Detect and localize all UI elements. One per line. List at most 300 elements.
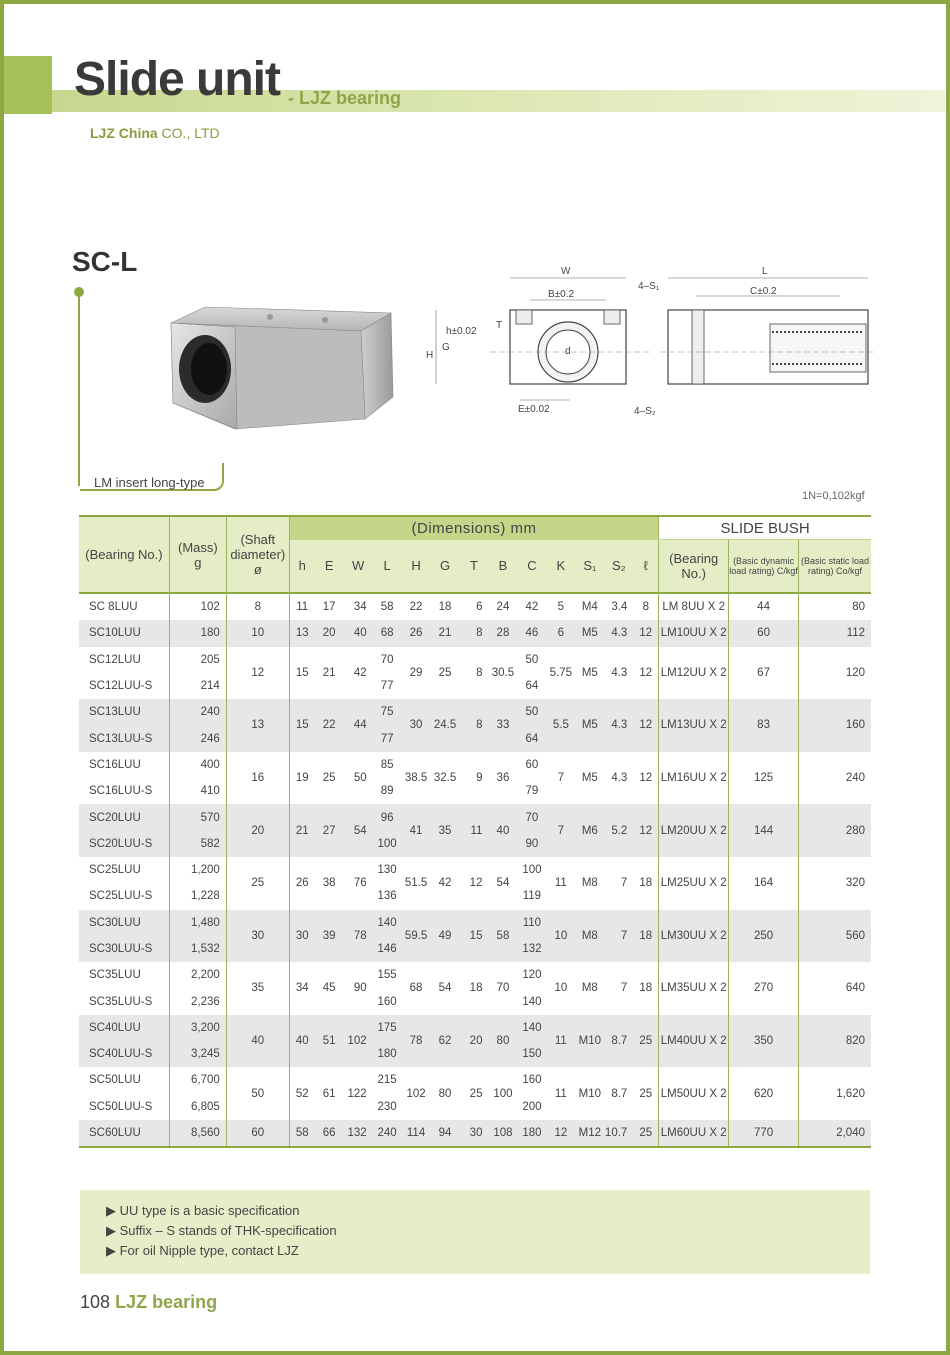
dim-W-label: W [561,266,571,277]
cell-h: 19 [289,752,314,805]
cell-h: 34 [289,962,314,1015]
cell-H: 29 [409,666,423,679]
table-row [79,593,871,620]
cell-S2: 4.3 [604,699,633,752]
cell-W: 42 [353,666,367,679]
cell-dynamic-load: 620 [729,1067,799,1120]
cell-W: 44 [344,699,373,752]
cell-B: 24 [496,601,510,614]
cell-C: 42 [525,601,539,614]
cell-T: 20 [460,1015,489,1068]
cell-l: 12 [633,620,658,646]
cell-shaft: 10 [226,620,289,646]
table-row [79,1015,871,1041]
cell-bush-no: LM25UU X 2 [659,857,729,910]
cell-T: 11 [460,804,489,857]
cell-S2: 7 [620,877,628,890]
cell-C: 180 [517,1120,546,1147]
cell-C: 60 [525,758,539,771]
dim-S2-label: 4–S₂ [634,406,656,417]
col-shaft-label: (Shaft diameter) [230,532,286,562]
cell-E: 27 [315,804,344,857]
spec-table [79,515,871,1148]
cell-l: 18 [639,982,653,995]
cell-shaft: 40 [226,1015,289,1068]
cell-L: 85 [380,758,394,771]
cell-mass: 1,228 [169,883,226,909]
col-dim-header: K [546,540,575,594]
cell-C: 79 [525,785,539,798]
cell-bearing-no: SC30LUU-S [79,936,169,962]
dim-C-label: C±0.2 [750,286,777,297]
dim-H-label: H [426,350,434,361]
cell-mass: 570 [169,804,226,830]
cell-static-load: 820 [799,1015,872,1068]
cell-T: 8 [460,620,489,646]
cell-mass: 1,532 [169,936,226,962]
table-row [79,804,871,830]
cell-B: 28 [488,620,517,646]
col-mass-unit: g [194,554,202,570]
col-static-load: (Basic static load rating) Co/kgf [799,540,872,594]
cell-H: 51.5 [404,877,428,890]
cell-static-load: 640 [799,962,872,1015]
cell-S2: 8.7 [604,1015,633,1068]
cell-shaft: 60 [226,1120,289,1147]
cell-K: 5.5 [546,699,575,752]
cell-H: 114 [402,1120,431,1147]
cell-T: 6 [476,601,483,614]
cell-l: 12 [639,772,653,785]
cell-S1: M5 [581,772,598,785]
cell-E: 21 [322,666,336,679]
cell-static-load: 2,040 [799,1120,872,1147]
cell-L: 180 [373,1041,402,1067]
col-dim-header: L [373,540,402,594]
unit-conversion-note: 1N=0,102kgf [802,490,865,502]
cell-G: 25 [438,666,452,679]
cell-W: 102 [344,1015,373,1068]
cell-bush-no: LM50UU X 2 [659,1067,729,1120]
cell-K: 10 [546,910,575,963]
cell-mass: 102 [169,593,226,620]
cell-T: 8 [460,699,489,752]
cell-h: 52 [289,1067,314,1120]
cell-bearing-no: SC35LUU-S [89,995,153,1008]
cell-B: 30.5 [491,666,515,679]
cell-mass: 400 [169,752,226,778]
cell-l: 12 [633,699,658,752]
col-mass-label: (Mass) [177,539,218,555]
cell-bush-no: LM13UU X 2 [659,699,729,752]
cell-H: 78 [402,1015,431,1068]
cell-bearing-no: SC16LUU [89,758,141,771]
cell-K: 7 [546,804,575,857]
dim-S1-label: 4–S₁ [638,281,660,292]
col-mass [169,516,226,593]
table-row [79,752,871,778]
table-row [79,910,871,936]
cell-G: 80 [438,1087,452,1100]
col-dim-header: S₂ [604,540,633,594]
cell-K: 7 [557,772,565,785]
cell-L: 240 [373,1120,402,1147]
cell-L: 230 [377,1100,397,1113]
cell-bearing-no: SC25LUU [89,864,141,877]
cell-S1: M10 [578,1087,602,1100]
cell-l: 12 [639,666,653,679]
cell-G: 21 [431,620,460,646]
cell-bearing-no: SC20LUU-S [79,831,169,857]
dim-T-label: T [496,320,503,331]
cell-L: 100 [373,831,402,857]
table-row [79,962,871,988]
cell-shaft: 8 [226,593,289,620]
cell-H: 102 [406,1087,426,1100]
col-dim-header: T [460,540,489,594]
cell-mass: 1,200 [169,857,226,883]
col-dim-header: B [488,540,517,594]
dim-L-label: L [762,266,768,277]
cell-bearing-no: SC10LUU [79,620,169,646]
cell-C: 119 [522,890,542,903]
cell-h: 26 [289,857,314,910]
cell-S2: 10.7 [604,1120,633,1147]
cell-L: 58 [380,601,394,614]
cell-shaft: 35 [226,962,289,1015]
cell-l: 18 [633,910,658,963]
cell-mass: 214 [169,673,226,699]
cell-H: 68 [409,982,423,995]
cell-static-load: 320 [799,857,872,910]
page-number: 108 [80,1292,111,1312]
cell-S2: 3.4 [611,601,628,614]
col-dim-header: G [431,540,460,594]
cell-W: 76 [353,877,367,890]
cell-S2: 4.3 [611,666,628,679]
cell-E: 66 [315,1120,344,1147]
cell-shaft: 25 [226,857,289,910]
cell-S1: M6 [575,804,604,857]
cell-shaft: 12 [226,647,289,700]
col-dim-header: S₁ [575,540,604,594]
cell-G: 24.5 [431,699,460,752]
cell-S2: 4.3 [611,772,628,785]
cell-bush-no: LM12UU X 2 [659,647,729,700]
cell-static-load: 120 [799,647,872,700]
cell-dynamic-load: 44 [729,593,799,620]
cell-W: 54 [344,804,373,857]
cell-G: 54 [438,982,452,995]
col-dim-header: C [517,540,546,594]
cell-S1: M5 [575,620,604,646]
cell-bearing-no: SC35LUU [89,969,141,982]
cell-h: 40 [289,1015,314,1068]
cell-S2: 7 [620,982,628,995]
cell-B: 58 [488,910,517,963]
cell-B: 80 [488,1015,517,1068]
note-item: ▶ UU type is a basic specification [106,1203,300,1218]
dim-d-label: d [565,346,571,357]
cell-L: 77 [373,725,402,751]
note-item: ▶ Suffix – S stands of THK-specification [106,1223,337,1238]
footer-brand: LJZ bearing [115,1292,218,1312]
cell-static-load: 240 [799,752,872,805]
table-row [79,620,871,646]
cell-mass: 246 [169,725,226,751]
cell-static-load: 1,620 [799,1067,872,1120]
cell-W: 40 [344,620,373,646]
cell-W: 132 [344,1120,373,1147]
page-title: Slide unit [74,53,280,106]
cell-S1: M8 [581,877,598,890]
cell-H: 22 [409,601,423,614]
cell-l: 18 [639,877,653,890]
cell-K: 5.75 [549,666,573,679]
cell-mass: 6,805 [169,1094,226,1120]
cell-dynamic-load: 125 [729,752,799,805]
cell-C: 100 [522,864,542,877]
cell-W: 90 [353,982,367,995]
cell-C: 46 [517,620,546,646]
notes-box [80,1190,870,1274]
cell-mass: 2,236 [169,988,226,1014]
col-dim-header: h [289,540,314,594]
cell-mass: 180 [169,620,226,646]
note-item: ▶ For oil Nipple type, contact LJZ [106,1243,299,1258]
cell-bearing-no: SC60LUU [79,1120,169,1147]
cell-H: 59.5 [402,910,431,963]
cell-l: 8 [642,601,649,614]
cell-B: 54 [496,877,510,890]
cell-dynamic-load: 270 [729,962,799,1015]
cell-E: 20 [315,620,344,646]
table-row [79,699,871,725]
cell-bush-no: LM60UU X 2 [659,1120,729,1147]
col-dim-header: ℓ [633,540,658,594]
cell-C: 70 [517,804,546,830]
cell-L: 175 [373,1015,402,1041]
header-accent-block [4,56,52,114]
cell-L: 136 [377,890,397,903]
col-shaft [226,516,289,593]
cell-L: 215 [377,1074,397,1087]
dim-h-label: h±0.02 [446,326,477,337]
table-row [79,647,871,673]
cell-C: 50 [525,653,539,666]
col-dim-header: E [315,540,344,594]
cell-bearing-no: SC12LUU-S [89,680,153,693]
cell-bush-no: LM40UU X 2 [659,1015,729,1068]
cell-B: 33 [488,699,517,752]
cell-mass: 3,245 [169,1041,226,1067]
cell-bush-no: LM20UU X 2 [659,804,729,857]
cell-L: 96 [373,804,402,830]
cell-T: 8 [476,666,483,679]
cell-bearing-no: SC12LUU [89,653,141,666]
footer [80,1292,217,1313]
cell-H: 38.5 [404,772,428,785]
cell-K: 5 [557,601,565,614]
cell-static-load: 280 [799,804,872,857]
cell-K: 11 [546,1015,575,1068]
bullet-line [78,296,80,486]
col-dynamic-load: (Basic dynamic load rating) C/kgf [729,540,799,594]
cell-G: 94 [431,1120,460,1147]
cell-T: 12 [469,877,483,890]
cell-G: 62 [431,1015,460,1068]
cell-C: 132 [517,936,546,962]
cell-L: 146 [373,936,402,962]
cell-E: 45 [322,982,336,995]
cell-G: 18 [438,601,452,614]
col-dim-header: H [402,540,431,594]
cell-bearing-no: SC50LUU [89,1074,141,1087]
cell-dynamic-load: 83 [729,699,799,752]
cell-H: 26 [402,620,431,646]
technical-drawing [420,262,880,422]
company-name [90,125,220,141]
cell-mass: 6,700 [169,1067,226,1093]
cell-static-load: 80 [799,593,872,620]
cell-B: 40 [488,804,517,857]
cell-dynamic-load: 60 [729,620,799,646]
cell-mass: 240 [169,699,226,725]
cell-bearing-no: SC16LUU-S [89,785,153,798]
cell-h: 21 [289,804,314,857]
cell-K: 11 [554,877,567,890]
cell-S1: M4 [581,601,598,614]
cell-W: 78 [344,910,373,963]
cell-S2: 7 [604,910,633,963]
cell-bush-no: LM10UU X 2 [659,620,729,646]
cell-dynamic-load: 164 [729,857,799,910]
col-dim-header: W [344,540,373,594]
cell-S1: M5 [581,666,598,679]
cell-h: 15 [289,699,314,752]
table-row [79,857,871,883]
cell-B: 36 [496,772,510,785]
cell-bush-no: LM16UU X 2 [659,752,729,805]
cell-S2: 8.7 [611,1087,628,1100]
dim-E-label: E±0.02 [518,404,550,415]
cell-K: 12 [546,1120,575,1147]
cell-bearing-no: SC13LUU-S [79,725,169,751]
cell-shaft: 16 [226,752,289,805]
col-bearing-no: (Bearing No.) [79,516,169,593]
cell-dynamic-load: 67 [729,647,799,700]
cell-L: 77 [380,680,394,693]
cell-K: 6 [546,620,575,646]
cell-L: 140 [373,910,402,936]
cell-dynamic-load: 350 [729,1015,799,1068]
cell-bearing-no: SC40LUU-S [79,1041,169,1067]
cell-E: 17 [322,601,336,614]
col-shaft-sym: ø [253,562,262,577]
cell-static-load: 160 [799,699,872,752]
cell-bush-no: LM35UU X 2 [659,962,729,1015]
cell-mass: 2,200 [169,962,226,988]
cell-K: 10 [554,982,568,995]
cell-L: 75 [373,699,402,725]
cell-S1: M5 [575,699,604,752]
page-subtitle: - LJZ bearing [288,88,402,108]
cell-bearing-no: SC25LUU-S [89,890,153,903]
cell-shaft: 20 [226,804,289,857]
cell-static-load: 560 [799,910,872,963]
cell-S1: M10 [575,1015,604,1068]
cell-bearing-no: SC13LUU [79,699,169,725]
cell-h: 11 [289,593,314,620]
cell-mass: 8,560 [169,1120,226,1147]
cell-C: 150 [517,1041,546,1067]
cell-bearing-no: SC50LUU-S [89,1100,153,1113]
cell-W: 34 [353,601,367,614]
cell-E: 51 [315,1015,344,1068]
cell-shaft: 30 [226,910,289,963]
cell-E: 22 [315,699,344,752]
dim-G-label: G [442,342,450,353]
table-row [79,1120,871,1147]
cell-L: 155 [377,969,397,982]
cell-C: 90 [517,831,546,857]
cell-T: 18 [469,982,483,995]
col-dimensions: (Dimensions) mm [289,516,658,540]
cell-bearing-no: SC40LUU [79,1015,169,1041]
cell-W: 122 [347,1087,367,1100]
cell-h: 58 [289,1120,314,1147]
cell-bush-no: LM30UU X 2 [659,910,729,963]
cell-L: 160 [377,995,397,1008]
cell-S2: 5.2 [604,804,633,857]
cell-bush-no: LM 8UU X 2 [659,593,729,620]
dim-B-label: B±0.2 [548,289,575,300]
cell-l: 25 [633,1120,658,1147]
cell-h: 15 [289,647,314,700]
cell-B: 70 [496,982,510,995]
cell-E: 38 [322,877,336,890]
cell-h: 13 [289,620,314,646]
cell-dynamic-load: 250 [729,910,799,963]
cell-C: 110 [517,910,546,936]
cell-mass: 1,480 [169,910,226,936]
cell-C: 64 [517,725,546,751]
cell-S1: M8 [581,982,598,995]
cell-G: 49 [431,910,460,963]
cell-l: 12 [633,804,658,857]
cell-mass: 582 [169,831,226,857]
cell-B: 100 [493,1087,513,1100]
company-name-rest: CO., LTD [157,125,220,141]
cell-static-load: 112 [799,620,872,646]
company-name-bold: LJZ China [90,125,158,141]
cell-H: 30 [402,699,431,752]
col-bush-no: (Bearing No.) [659,540,729,594]
cell-G: 35 [431,804,460,857]
cell-S1: M8 [575,910,604,963]
cell-T: 9 [476,772,483,785]
cell-dynamic-load: 144 [729,804,799,857]
cell-mass: 3,200 [169,1015,226,1041]
cell-K: 11 [554,1087,567,1100]
cell-bearing-no: SC30LUU [79,910,169,936]
cell-C: 200 [522,1100,542,1113]
cell-C: 140 [522,995,542,1008]
cell-h: 30 [289,910,314,963]
cell-dynamic-load: 770 [729,1120,799,1147]
cell-H: 41 [402,804,431,857]
cell-L: 89 [380,785,394,798]
